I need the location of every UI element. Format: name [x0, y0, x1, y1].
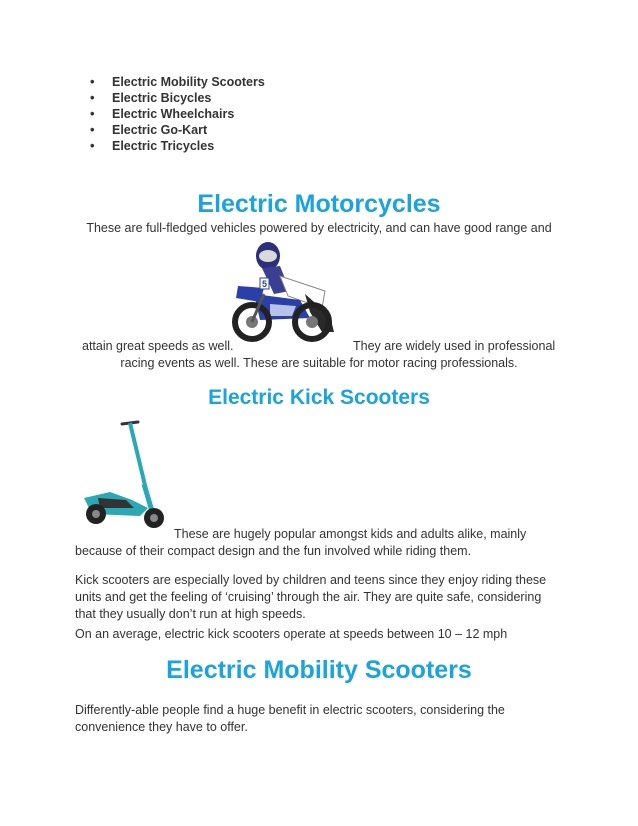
- heading-electric-mobility-scooters: Electric Mobility Scooters: [166, 656, 472, 684]
- mobility-paragraph: Differently-able people find a huge benefit in electric scooters, considering the convenience they have to offer.: [75, 703, 505, 734]
- kick-line-2: because of their compact design and the fun involved while riding them.: [75, 544, 472, 558]
- list-item: • Electric Mobility Scooters: [90, 74, 265, 90]
- moto-line-3: racing events as well. These are suitable for motor racing professionals.: [120, 356, 518, 370]
- kick-scooter-image: [80, 414, 180, 532]
- list-item: • Electric Go-Kart: [90, 122, 265, 138]
- moto-line-2b: They are widely used in professional: [353, 339, 556, 353]
- bullet-list: [90, 74, 265, 154]
- kick-paragraph-3: On an average, electric kick scooters operate at speeds between 10 – 12 mph: [75, 627, 508, 641]
- kick-paragraph-2: Kick scooters are especially loved by children and teens since they enjoy riding these units and get the feeling of ‘cruising’ through the air. They are quite safe, considering that they usually don’t run at high speeds.: [75, 573, 547, 621]
- plate-number: 5: [261, 279, 268, 289]
- heading-electric-motorcycles: Electric Motorcycles: [197, 190, 441, 218]
- list-item: • Electric Tricycles: [90, 138, 265, 154]
- kick-line-1: These are hugely popular amongst kids and adults alike, mainly: [174, 527, 527, 541]
- list-item: • Electric Bicycles: [90, 90, 265, 106]
- moto-line-1: These are full-fledged vehicles powered by electricity, and can have good range and: [86, 221, 552, 235]
- motorcycle-image: [230, 236, 340, 344]
- list-item: • Electric Wheelchairs: [90, 106, 265, 122]
- moto-line-2a: attain great speeds as well.: [82, 339, 234, 353]
- heading-electric-kick-scooters: Electric Kick Scooters: [208, 386, 430, 409]
